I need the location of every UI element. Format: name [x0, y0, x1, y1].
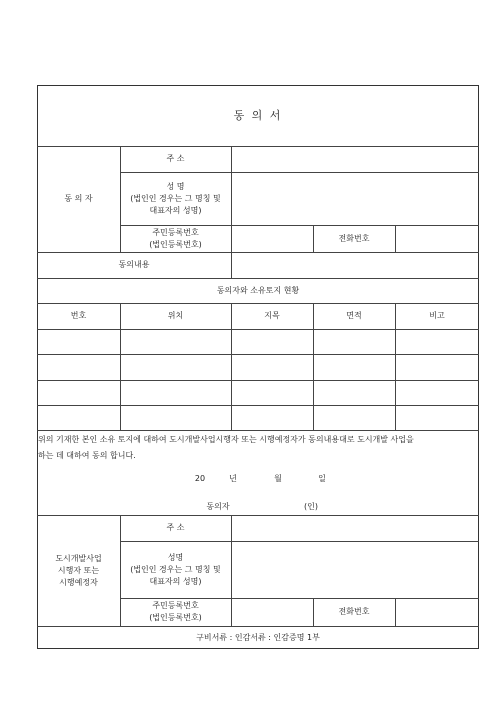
developer-name-label: 성명 (법인인 경우는 그 명칭 및 대표자의 성명)	[130, 552, 221, 586]
page-title: 동 의 서	[233, 108, 283, 122]
consenter-address-label: 주 소	[166, 154, 185, 163]
land-table-title: 동의자와 소유토지 현황	[216, 285, 300, 295]
seal-mark: (인)	[304, 502, 318, 511]
date-day-label: 일	[318, 474, 326, 483]
developer-section-label: 도시개발사업 시행자 또는 시행예정자	[55, 553, 102, 587]
divider	[37, 430, 479, 431]
developer-id-field[interactable]	[231, 598, 313, 626]
consenter-phone-label: 전화번호	[338, 233, 370, 243]
consenter-address-field[interactable]	[231, 146, 479, 172]
consenter-section-label: 동 의 자	[64, 194, 93, 203]
table-row[interactable]	[37, 405, 479, 430]
statement-line: 위의 기재한 본인 소유 토지에 대하여 도시개발사업시행자 또는 시행예정자가 동의내용대로 도시개발 사업을	[38, 435, 414, 444]
table-row[interactable]	[37, 329, 479, 354]
consent-content-label: 동의내용	[118, 260, 150, 269]
consent-content-field[interactable]	[231, 252, 479, 278]
consent-statement	[37, 432, 479, 464]
date-month-label: 월	[274, 474, 282, 483]
consenter-phone-field[interactable]	[395, 225, 479, 252]
consenter-name-field[interactable]	[231, 172, 479, 225]
table-header-remarks: 비고	[429, 311, 445, 320]
developer-phone-label: 전화번호	[338, 607, 370, 616]
table-row[interactable]	[37, 380, 479, 405]
table-header-area: 면적	[346, 311, 362, 320]
attachments-note: 구비서류 : 인감서류 : 인감증명 1부	[196, 632, 320, 642]
table-row[interactable]	[37, 354, 479, 380]
table-header-number: 번호	[70, 311, 87, 320]
signature-label: 동의자	[206, 502, 230, 511]
table-header-land-category: 지목	[264, 311, 280, 320]
statement-line: 하는 데 대하여 동의 합니다.	[38, 451, 136, 460]
developer-address-field[interactable]	[231, 515, 479, 541]
table-header-location: 위치	[167, 311, 184, 320]
developer-id-label: 주민등록번호 (법인등록번호)	[149, 601, 202, 622]
developer-phone-field[interactable]	[395, 598, 479, 626]
consenter-id-label: 주민등록번호 (법인등록번호)	[149, 227, 202, 249]
consenter-name-label: 성 명 (법인인 경우는 그 명칭 및 대표자의 성명)	[130, 181, 221, 215]
developer-address-label: 주 소	[166, 523, 185, 532]
date-year-prefix: 20	[194, 474, 206, 483]
consenter-id-field[interactable]	[231, 225, 313, 252]
date-year-label: 년	[229, 474, 237, 483]
developer-name-field[interactable]	[231, 541, 479, 598]
